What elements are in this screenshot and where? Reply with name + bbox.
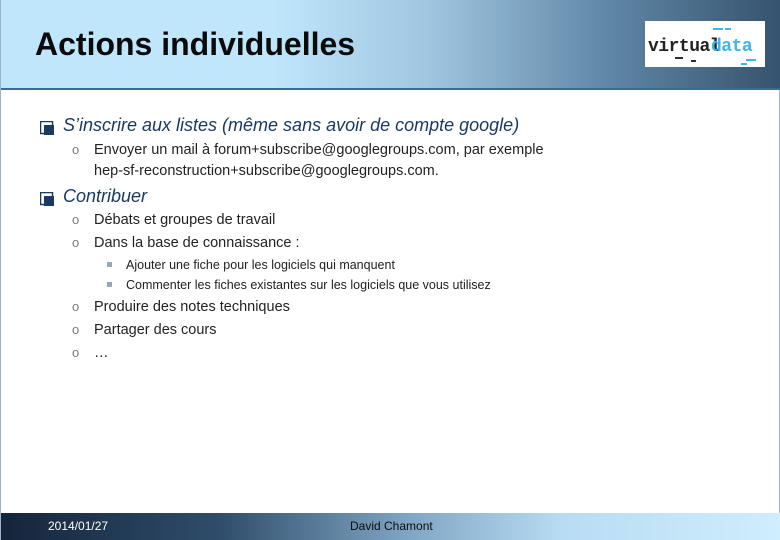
slide-footer [1,513,780,540]
circle-bullet-icon: o [72,299,80,314]
subitem-label: Envoyer un mail à forum+subscribe@googlegroups.com, par exemple [94,142,544,158]
slide-title: Actions individuelles [35,26,356,62]
subitem-label: Produire des notes techniques [94,299,290,315]
square-bullet-icon [107,262,112,267]
subsubitem-label: Ajouter une fiche pour les logiciels qui manquent [126,258,395,272]
circle-bullet-icon: o [72,235,80,250]
checkbox-bullet-icon [40,189,54,203]
bullet-label: Contribuer [63,186,148,206]
subsubitem-label: Commenter les fiches existantes sur les logiciels que vous utilisez [126,278,491,292]
subitem-label: … [94,345,109,361]
bullet-label: S’inscrire aux listes (même sans avoir de compte google) [63,115,520,135]
circle-bullet-icon: o [72,345,80,360]
circle-bullet-icon: o [72,322,80,337]
circle-bullet-icon: o [72,212,80,227]
footer-date: 2014/01/27 [48,519,109,533]
checkbox-bullet-icon [40,118,54,132]
subitem-label: Dans la base de connaissance : [94,235,300,251]
square-bullet-icon [107,282,112,287]
circle-bullet-icon: o [72,142,80,157]
subitem-label: Débats et groupes de travail [94,212,276,228]
svg-text:virtual: virtual [648,37,721,57]
subitem-label: hep-sf-reconstruction+subscribe@googlegroups.com. [94,163,439,179]
slide-content [1,0,780,540]
svg-text:data: data [711,37,753,57]
footer-author: David Chamont [350,519,433,533]
subitem-label: Partager des cours [94,322,217,338]
